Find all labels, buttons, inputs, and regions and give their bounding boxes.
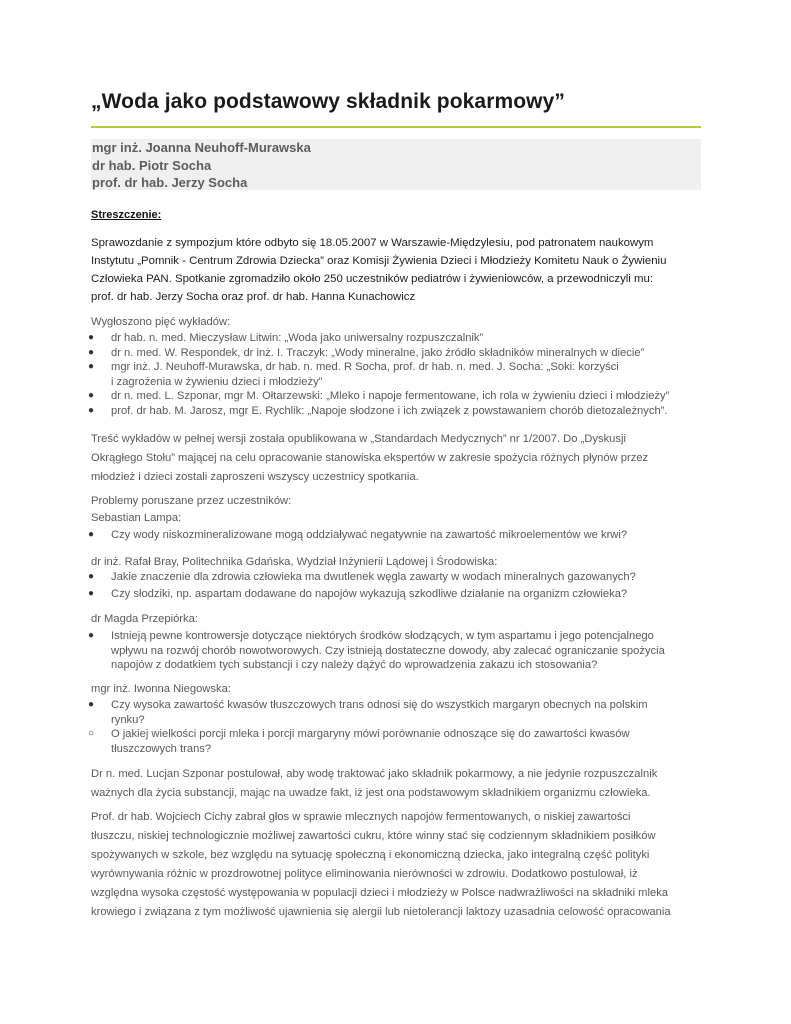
problems-intro: Problemy poruszane przez uczestników: xyxy=(91,495,292,507)
abstract-paragraph xyxy=(91,234,711,306)
bullet-icon: ● xyxy=(88,699,95,710)
question-item: ○ O jakiej wielkości porcji mleka i porcji margaryny mówi porównanie odnoszące się do zawartości kwasów tłuszczowych trans? xyxy=(88,728,630,755)
question-item: ● Jakie znaczenie dla zdrowia człowieka ma dwutlenek węgla zawarty w wodach mineralnych gazowanych? xyxy=(88,571,636,583)
question-item: ● Czy słodziki, np. aspartam dodawane do napojów wykazują szkodliwe działanie na organizm człowieka? xyxy=(88,587,628,600)
szponar-paragraph xyxy=(91,765,706,803)
text-line: tłuszczu, niskiej technologicznie możliwej zawartości cukru, które winny stać się codziennym składnikiem posiłków xyxy=(91,830,656,842)
publication-paragraph xyxy=(91,430,706,487)
bullet-icon: ○ xyxy=(88,728,95,739)
title-underline xyxy=(91,126,701,128)
bullet-icon: ● xyxy=(88,332,95,343)
lecture-item: ● prof. dr hab. M. Jarosz, mgr E. Rychlik: „Napoje słodzone i ich związek z powstawaniem chorób dietozależnych”. xyxy=(88,404,668,417)
bullet-icon: ● xyxy=(88,630,95,641)
bullet-icon: ● xyxy=(88,404,95,416)
question-list xyxy=(88,570,711,601)
author-name: prof. dr hab. Jerzy Socha xyxy=(92,175,248,190)
lecture-item: ● dr hab. n. med. Mieczysław Litwin: „Woda jako uniwersalny rozpuszczalnik” xyxy=(88,332,484,344)
bullet-icon: ● xyxy=(88,587,95,599)
author-name: dr hab. Piotr Socha xyxy=(92,157,212,173)
text-line: Sprawozdanie z sympozjum które odbyto się 18.05.2007 w Warszawie-Międzylesiu, pod patronatem naukowym xyxy=(91,237,654,249)
question-list xyxy=(88,629,711,673)
authors-box xyxy=(91,139,701,190)
text-line: wyrównywania różnic w prozdrowotnej polityce eliminowania nierówności w zdrowiu. Dodatkowo postulował, iż xyxy=(91,868,638,880)
text-line: krowiego i związana z tym możliwość ujawnienia się alergii lub nietolerancji laktozy uzasadnia celowość opracowania xyxy=(91,906,671,918)
bullet-icon: ● xyxy=(88,390,95,401)
abstract-heading: Streszczenie: xyxy=(91,209,162,221)
lecture-item: ● dr n. med. L. Szponar, mgr M. Ołtarzewski: „Mleko i napoje fermentowane, ich rola w żywieniu dzieci i młodzieży” xyxy=(88,390,670,402)
text-line: Prof. dr hab. Wojciech Cichy zabrał głos w sprawie mlecznych napojów fermentowanych, o niskiej zawartości xyxy=(91,811,631,823)
document-title: „Woda jako podstawowy składnik pokarmowy” xyxy=(91,90,565,113)
participant-name: dr Magda Przepiórka: xyxy=(91,613,198,625)
bullet-icon: ● xyxy=(88,529,95,540)
question-list xyxy=(88,528,711,543)
lectures-intro: Wygłoszono pięć wykładów: xyxy=(91,316,231,328)
participant-name: Sebastian Lampa: xyxy=(91,512,182,524)
bullet-icon: ● xyxy=(88,361,95,372)
participant-name: dr inż. Rafał Bray, Politechnika Gdańska, Wydział Inżynierii Lądowej i Środowiska: xyxy=(91,556,498,568)
text-line: ważnych dla życia substancji, mając na uwadze fakt, iż jest ona podstawowym składnikiem organizmu człowieka. xyxy=(91,787,651,799)
author-name: mgr inż. Joanna Neuhoff-Murawska xyxy=(92,140,311,155)
text-line: Treść wykładów w pełnej wersji została opublikowana w „Standardach Medycznych” nr 1/2007. Do „Dyskusji xyxy=(91,433,626,445)
lectures-list xyxy=(88,331,711,418)
bullet-icon: ● xyxy=(88,571,95,582)
text-line: względna wysoka częstość występowania w populacji dzieci i młodzieży w Polsce nadwrażliwości na składniki mleka xyxy=(91,887,669,899)
participant-name: mgr inż. Iwonna Niegowska: xyxy=(91,683,231,695)
text-line: Instytutu „Pomnik - Centrum Zdrowia Dziecka” oraz Komisji Żywienia Dzieci i Młodzieży Komitetu Nauk o Żywieniu xyxy=(91,255,667,267)
question-item: ● Czy wysoka zawartość kwasów tłuszczowych trans odnosi się do wszystkich margaryn obecnych na polskim rynku? xyxy=(88,699,648,726)
text-line: młodzież i dzieci zostali zaproszeni wszyscy uczestnicy spotkania. xyxy=(91,471,419,483)
question-list xyxy=(88,698,711,756)
text-line: Człowieka PAN. Spotkanie zgromadziło około 250 uczestników pediatrów i żywieniowców, a przewodniczyli mu: xyxy=(91,273,653,285)
question-item: ● Czy wody niskozmineralizowane mogą oddziaływać negatywnie na zawartość mikroelementów we krwi? xyxy=(88,529,628,541)
text-line: prof. dr hab. Jerzy Socha oraz prof. dr hab. Hanna Kunachowicz xyxy=(91,291,416,303)
bullet-icon: ● xyxy=(88,346,95,358)
question-item: ● Istnieją pewne kontrowersje dotyczące niektórych środków słodzących, w tym aspartamu i jego potencjalnego wpływu na rozwój chorób nowotworowych. Czy istnieją dostateczne dowody, aby zalecać ograniczanie spożycia napojów z dodatkiem tych substancji i czy należy dążyć do wprowadzenia zakazu ich stosowania? xyxy=(88,630,665,671)
cichy-paragraph xyxy=(91,808,706,922)
text-line: spożywanych w szkole, bez względu na sytuację społeczną i ekonomiczną dziecka, jako integralną część polityki xyxy=(91,849,650,861)
lecture-item: ● dr n. med. W. Respondek, dr inż. I. Traczyk: „Wody mineralne, jako źródło składników mineralnych w diecie” xyxy=(88,346,645,359)
text-line: Dr n. med. Lucjan Szponar postulował, aby wodę traktować jako składnik pokarmowy, a nie jedynie rozpuszczalnik xyxy=(91,768,658,780)
text-line: Okrągłego Stołu” mającej na celu opracowanie stanowiska ekspertów w zakresie spożycia różnych płynów przez xyxy=(91,452,649,464)
lecture-item: ● mgr inż. J. Neuhoff-Murawska, dr hab. n. med. R Socha, prof. dr hab. n. med. J. Socha: „Soki: korzyści i zagrożenia w żywieniu dzieci i młodzieży” xyxy=(88,361,619,388)
